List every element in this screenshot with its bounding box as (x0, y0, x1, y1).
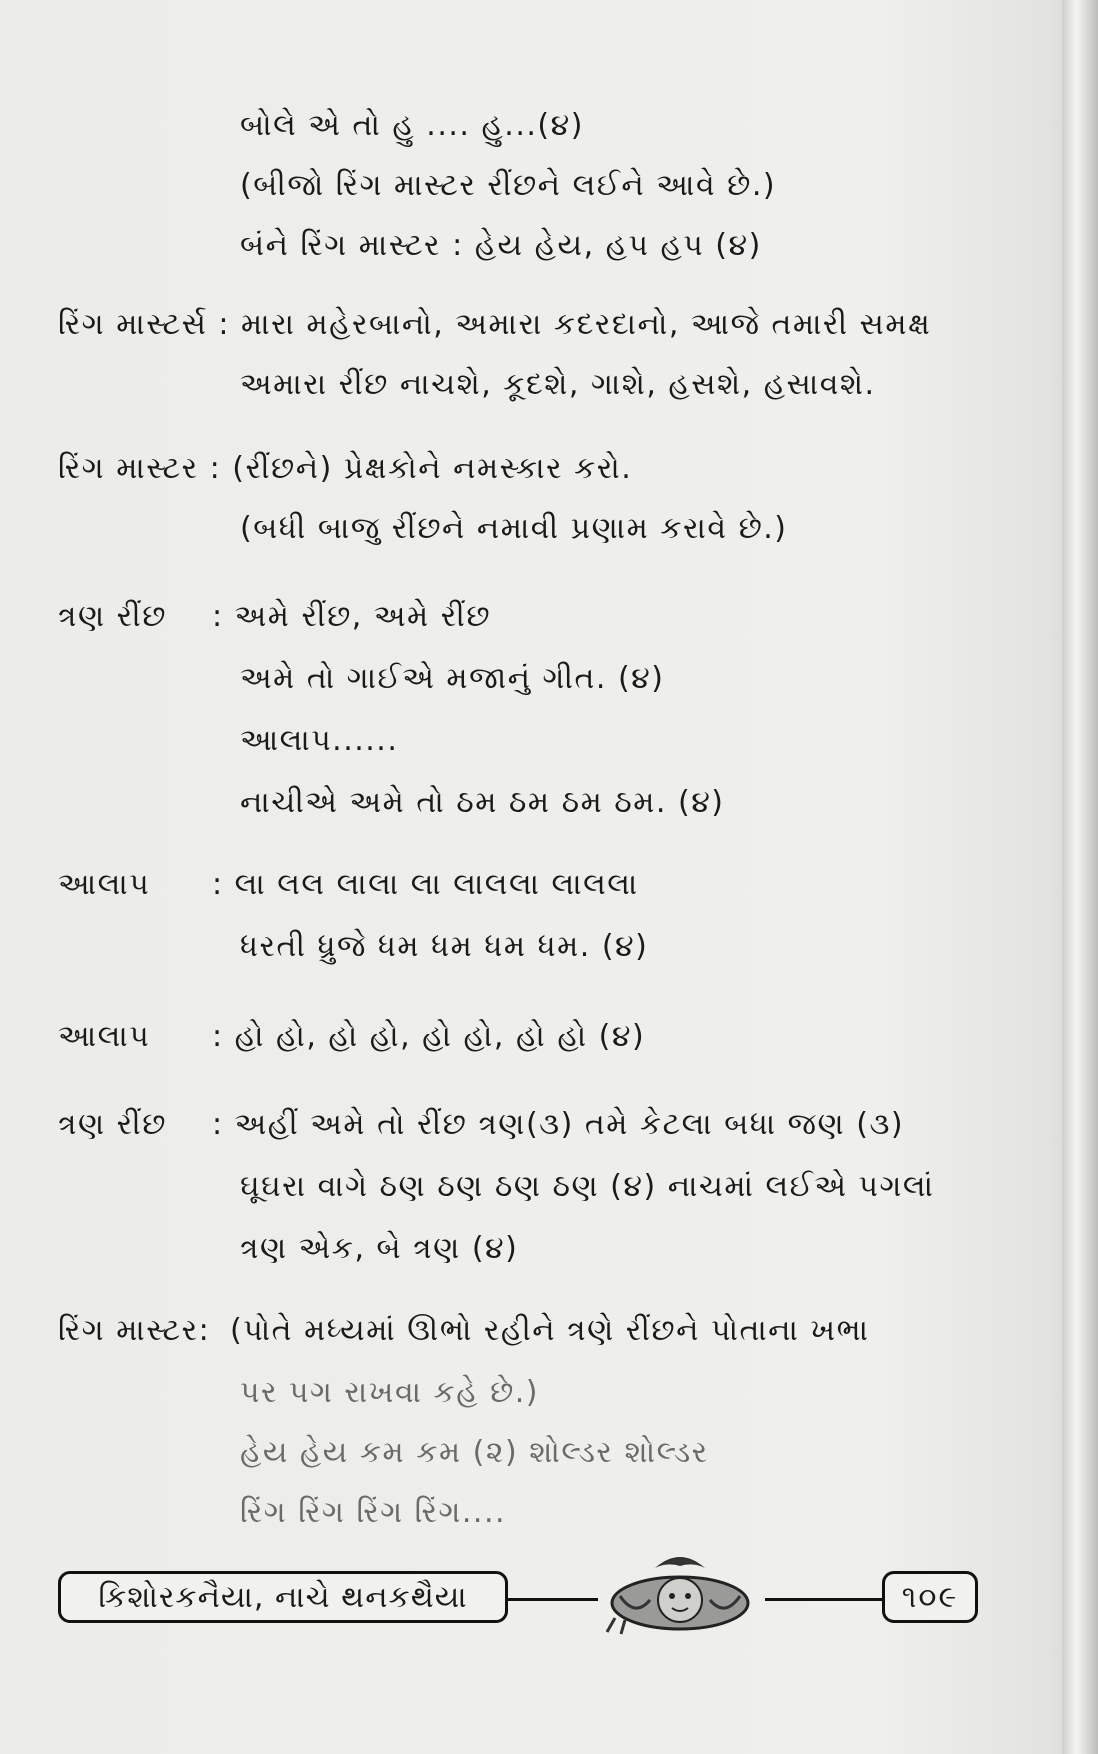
book-title: કિશોરકનૈયા, નાચે થનકથૈયા (58, 1571, 508, 1623)
footer-divider (765, 1598, 883, 1601)
speaker-label: રિંગ માસ્ટર: (58, 1313, 211, 1348)
text-line: ઘૂઘરા વાગે ઠણ ઠણ ઠણ ઠણ (૪) નાચમાં લઈએ પગલાં (240, 1169, 935, 1204)
speaker-label: ત્રણ રીંછ (58, 1107, 167, 1142)
book-binding-edge (1062, 0, 1098, 1754)
footer-divider (508, 1598, 598, 1601)
speaker-label: આલાપ (58, 1019, 151, 1054)
speaker-label: આલાપ (58, 867, 151, 902)
dialogue-line: : અમે રીંછ, અમે રીંછ (212, 599, 492, 634)
text-line: ધરતી ધ્રુજે ધમ ધમ ધમ ધમ. (૪) (240, 929, 649, 964)
speaker-label: ત્રણ રીંછ (58, 599, 167, 634)
stage-direction: (બધી બાજુ રીંછને નમાવી પ્રણામ કરાવે છે.) (240, 511, 788, 546)
text-line: અમારા રીંછ નાચશે, કૂદશે, ગાશે, હસશે, હસાવશે. (240, 367, 876, 402)
text-line: રિંગ રિંગ રિંગ રિંગ.... (240, 1495, 507, 1530)
text-line: હેય હેય કમ કમ (૨) શોલ્ડર શોલ્ડર (240, 1435, 709, 1470)
dialogue-line: : લા લલ લાલા લા લાલલા લાલલા (212, 867, 639, 902)
text-line: અમે તો ગાઈએ મજાનું ગીત. (૪) (240, 661, 665, 696)
stage-direction: (પોતે મધ્યમાં ઊભો રહીને ત્રણે રીંછને પોતાના ખભા (230, 1313, 870, 1348)
stage-direction: (બીજો રિંગ માસ્ટર રીંછને લઈને આવે છે.) (240, 168, 777, 203)
text-line: આલાપ...... (240, 723, 399, 758)
dialogue-line: : હો હો, હો હો, હો હો, હો હો (૪) (212, 1019, 646, 1054)
dialogue-line: રિંગ માસ્ટર : (રીંછને) પ્રેક્ષકોને નમસ્કાર કરો. (58, 451, 633, 486)
dialogue-line: રિંગ માસ્ટર્સ : મારા મહેરબાનો, અમારા કદરદાનો, આજે તમારી સમક્ષ (58, 307, 932, 342)
text-line: ત્રણ એક, બે ત્રણ (૪) (240, 1231, 519, 1266)
text-line: બોલે એ તો હુ .... હુ...(૪) (240, 108, 584, 143)
text-line: નાચીએ અમે તો ઠમ ઠમ ઠમ ઠમ. (૪) (240, 785, 725, 820)
dialogue-line: બંને રિંગ માસ્ટર : હેય હેય, હપ હપ (૪) (240, 228, 762, 263)
krishna-emblem-icon (595, 1548, 765, 1638)
page-number: ૧૦૯ (882, 1571, 978, 1623)
dialogue-line: : અહીં અમે તો રીંછ ત્રણ(૩) તમે કેટલા બધા જણ (૩) (212, 1107, 905, 1142)
stage-direction: પર પગ રાખવા કહે છે.) (240, 1375, 539, 1410)
